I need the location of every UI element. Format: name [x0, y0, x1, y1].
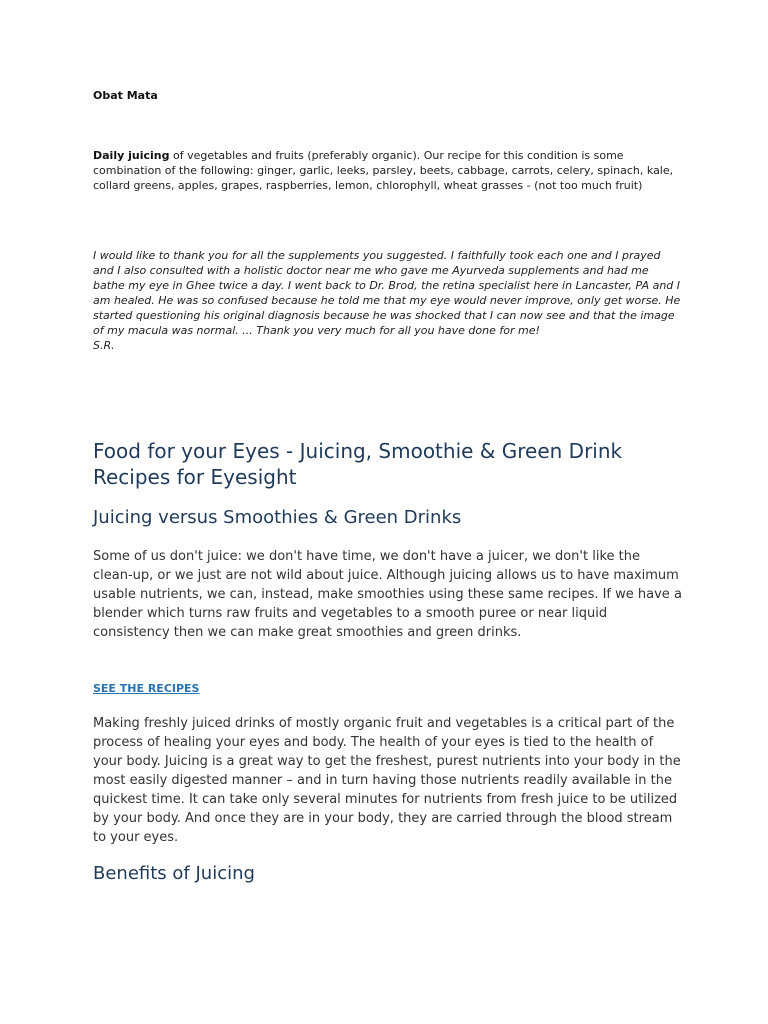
- main-heading: Food for your Eyes - Juicing, Smoothie & Green Drink Recipes for Eyesight: [93, 439, 623, 489]
- benefits-heading: Benefits of Juicing: [93, 863, 255, 884]
- testimonial-signature: S.R.: [93, 339, 115, 352]
- intro-paragraph: [93, 148, 683, 193]
- fresh-juice-paragraph: Making freshly juiced drinks of mostly organic fruit and vegetables is a critical part of the process of healing your eyes and body. The health of your eyes is tied to the health of your body. Juicing is a great way to get the freshest, purest nutrients into your body in the most easily digested manner – and in turn having those nutrients readily available in the quickest time. It can take only several minutes for nutrients from fresh juice to be utilized by your body. And once they are in your body, they are carried through the blood stream to your eyes.: [93, 716, 681, 845]
- testimonial-paragraph: [93, 248, 683, 353]
- juicing-vs-paragraph: Some of us don't juice: we don't have time, we don't have a juicer, we don't like the clean-up, or we just are not wild about juice. Although juicing allows us to have maximum usable nutrients, we can, instead, make smoothies using these same recipes. If we have a blender which turns raw fruits and vegetables to a smooth puree or near liquid consistency then we can make great smoothies and green drinks.: [93, 549, 682, 640]
- document-title: Obat Mata: [93, 89, 158, 102]
- juicing-vs-heading: Juicing versus Smoothies & Green Drinks: [93, 507, 462, 528]
- intro-lead: Daily juicing: [93, 149, 170, 162]
- see-recipes-link[interactable]: SEE THE RECIPES: [93, 682, 200, 695]
- intro-text: of vegetables and fruits (preferably organic). Our recipe for this condition is some combination of the following: ginger, garlic, leeks, parsley, beets, cabbage, carrots, celery, spinach, kale, collard greens, apples, grapes, raspberries, lemon, chlorophyll, wheat grasses - (not too much fruit): [93, 149, 674, 192]
- testimonial-text: I would like to thank you for all the supplements you suggested. I faithfully took each one and I prayed and I also consulted with a holistic doctor near me who gave me Ayurveda supplements and had me bathe my eye in Ghee twice a day. I went back to Dr. Brod, the retina specialist here in Lancaster, PA and I am healed. He was so confused because he told me that my eye would never improve, only get worse. He started questioning his original diagnosis because he was shocked that I can now see and that the image of my macula was normal. ... Thank you very much for all you have done for me!: [93, 249, 681, 337]
